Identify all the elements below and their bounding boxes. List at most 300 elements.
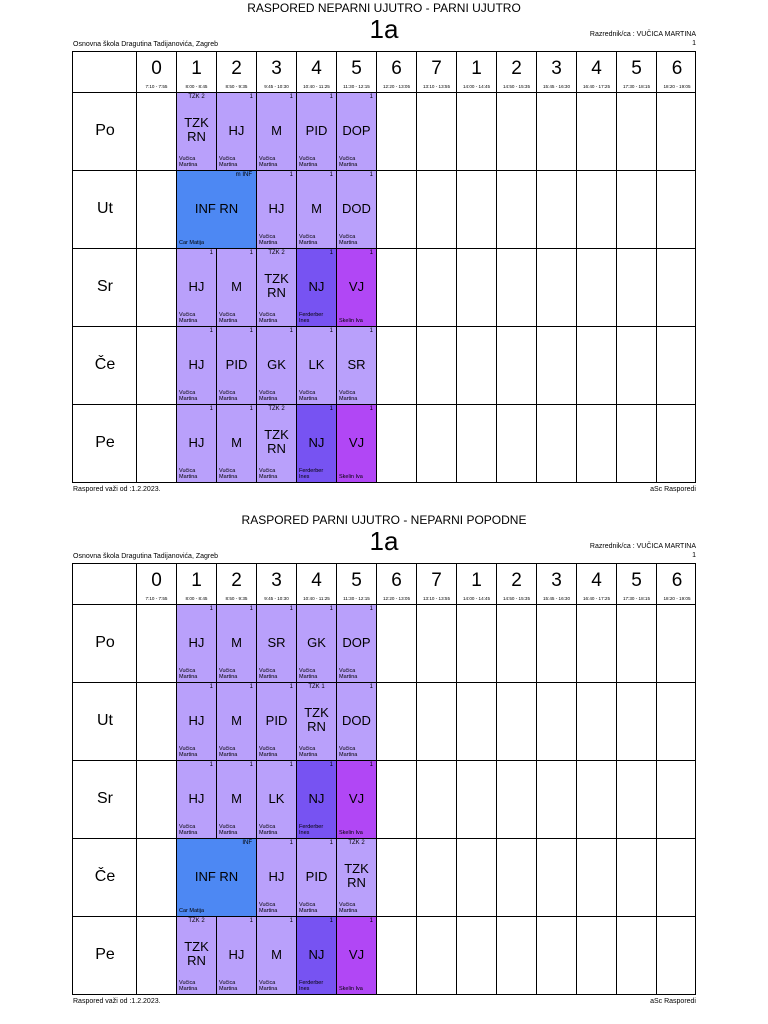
lesson-count: 1 <box>289 328 293 334</box>
lesson-subject: DOD <box>342 201 371 216</box>
period-time: 14:50 - 15:35 <box>502 84 531 89</box>
column-divider <box>416 92 417 482</box>
lesson-teacher: Vučica Martina <box>259 312 278 324</box>
column-divider <box>576 92 577 482</box>
column-divider <box>656 92 657 482</box>
lesson-cell[interactable] <box>296 248 337 327</box>
lesson-group: INF <box>242 840 252 846</box>
lesson-teacher: Vučica Martina <box>299 746 318 758</box>
lesson-cell[interactable] <box>256 170 297 249</box>
lesson-cell[interactable] <box>176 170 257 249</box>
column-divider <box>616 92 617 482</box>
period-number: 7 <box>431 570 442 591</box>
lesson-group: m INF <box>235 172 252 178</box>
lesson-subject: TZK RN <box>344 861 369 890</box>
period-time: 14:00 - 14:45 <box>462 84 491 89</box>
period-header <box>577 52 617 92</box>
lesson-subject: PID <box>305 123 328 138</box>
lesson-subject: TZK RN <box>184 115 209 144</box>
lesson-teacher: Vučica Martina <box>219 390 238 402</box>
lesson-cell[interactable] <box>216 92 257 171</box>
period-time: 13:10 - 13:55 <box>422 84 451 89</box>
lesson-teacher: Vučica Martina <box>179 156 198 168</box>
period-time: 16:40 - 17:25 <box>582 84 611 89</box>
lesson-teacher: Vučica Martina <box>259 824 278 836</box>
column-divider <box>416 604 417 994</box>
day-label: Po <box>95 634 115 651</box>
lesson-subject: SR <box>347 357 366 372</box>
period-time: 9:45 - 10:30 <box>264 84 289 89</box>
school-name: Osnovna škola Dragutina Tadijanovića, Zagreb <box>73 41 219 48</box>
lesson-teacher: Ferderber Ines <box>299 468 324 480</box>
lesson-group: TZK 2 <box>268 406 285 412</box>
lesson-teacher: Skelin Iva <box>339 830 363 836</box>
lesson-count: 1 <box>209 606 213 612</box>
day-label: Sr <box>97 278 113 295</box>
lesson-count: 1 <box>329 250 333 256</box>
lesson-subject: DOD <box>342 713 371 728</box>
period-header <box>497 564 537 604</box>
period-header <box>297 564 337 604</box>
period-time: 17:30 - 18:15 <box>622 84 651 89</box>
lesson-subject: M <box>231 635 242 650</box>
lesson-subject: HJ <box>268 869 285 884</box>
lesson-cell[interactable] <box>256 404 297 483</box>
lesson-teacher: Vučica Martina <box>299 668 318 680</box>
row-divider <box>73 248 695 249</box>
lesson-cell[interactable] <box>336 682 377 761</box>
lesson-teacher: Vučica Martina <box>259 980 278 992</box>
lesson-subject: HJ <box>188 279 205 294</box>
period-header <box>217 564 257 604</box>
lesson-cell[interactable] <box>176 92 217 171</box>
class-name: 1a <box>369 526 399 556</box>
lesson-subject: INF RN <box>194 869 239 884</box>
lesson-cell[interactable] <box>296 92 337 171</box>
lesson-cell[interactable] <box>296 404 337 483</box>
lesson-teacher: Vučica Martina <box>339 390 358 402</box>
period-time: 9:45 - 10:30 <box>264 596 289 601</box>
schedule-block <box>0 512 768 1024</box>
timetable-grid <box>72 51 696 483</box>
lesson-cell[interactable] <box>296 604 337 683</box>
lesson-cell[interactable] <box>256 248 297 327</box>
lesson-count: 1 <box>209 250 213 256</box>
lesson-count: 1 <box>329 328 333 334</box>
lesson-teacher: Vučica Martina <box>259 468 278 480</box>
class-name: 1a <box>369 14 399 44</box>
row-divider <box>73 326 695 327</box>
lesson-cell[interactable] <box>336 404 377 483</box>
lesson-cell[interactable] <box>216 916 257 995</box>
lesson-subject: HJ <box>188 635 205 650</box>
lesson-count: 1 <box>289 172 293 178</box>
column-divider <box>456 604 457 994</box>
timetable-grid <box>72 563 696 995</box>
lesson-subject: M <box>271 123 282 138</box>
lesson-teacher: Vučica Martina <box>339 902 358 914</box>
lesson-teacher: Skelin Iva <box>339 474 363 480</box>
lesson-count: 1 <box>289 840 293 846</box>
day-label: Če <box>94 356 116 373</box>
period-number: 3 <box>271 570 282 591</box>
lesson-cell[interactable] <box>336 170 377 249</box>
lesson-teacher: Vučica Martina <box>299 156 318 168</box>
lesson-subject: TZK RN <box>264 271 289 300</box>
lesson-count: 1 <box>329 406 333 412</box>
period-header <box>417 564 457 604</box>
lesson-cell[interactable] <box>256 92 297 171</box>
lesson-count: 1 <box>369 406 373 412</box>
period-header <box>537 52 577 92</box>
period-time: 14:00 - 14:45 <box>462 596 491 601</box>
page-number: 1 <box>692 552 696 559</box>
column-divider <box>496 92 497 482</box>
period-header <box>137 52 177 92</box>
class-teacher: Razrednik/ca : VUČICA MARTINA <box>589 31 696 38</box>
lesson-subject: HJ <box>268 201 285 216</box>
period-time: 12:20 - 13:05 <box>382 84 411 89</box>
lesson-cell[interactable] <box>336 916 377 995</box>
period-header <box>217 52 257 92</box>
brand-label: aSc Rasporedi <box>650 998 696 1005</box>
period-header <box>537 564 577 604</box>
schedule-title: RASPORED NEPARNI UJUTRO - PARNI UJUTRO <box>247 1 521 15</box>
day-label: Sr <box>97 790 113 807</box>
lesson-subject: TZK RN <box>184 939 209 968</box>
lesson-subject: TZK RN <box>304 705 329 734</box>
period-time: 14:50 - 15:35 <box>502 596 531 601</box>
column-divider <box>536 604 537 994</box>
column-divider <box>616 604 617 994</box>
lesson-count: 1 <box>369 606 373 612</box>
lesson-teacher: Car Matija <box>179 240 205 246</box>
period-header <box>457 52 497 92</box>
lesson-count: 1 <box>369 918 373 924</box>
lesson-subject: HJ <box>188 713 205 728</box>
period-number: 4 <box>591 58 602 79</box>
lesson-teacher: Vučica Martina <box>179 390 198 402</box>
day-label: Pe <box>95 434 115 451</box>
lesson-subject: DOP <box>342 123 371 138</box>
lesson-teacher: Vučica Martina <box>259 234 278 246</box>
lesson-subject: NJ <box>308 279 325 294</box>
day-label: Ut <box>97 712 113 729</box>
valid-from: Raspored važi od :1.2.2023. <box>73 486 161 493</box>
period-number: 3 <box>551 58 562 79</box>
period-header <box>457 564 497 604</box>
lesson-subject: NJ <box>308 435 325 450</box>
column-divider <box>496 604 497 994</box>
period-time: 18:20 - 19:05 <box>663 84 691 89</box>
lesson-cell[interactable] <box>336 760 377 839</box>
period-number: 1 <box>191 570 202 591</box>
brand-label: aSc Rasporedi <box>650 486 696 493</box>
lesson-cell[interactable] <box>176 326 217 405</box>
lesson-count: 1 <box>249 684 253 690</box>
period-number: 4 <box>591 570 602 591</box>
period-time: 7:10 - 7:55 <box>145 596 168 601</box>
period-time: 17:30 - 18:15 <box>622 596 651 601</box>
page-number: 1 <box>692 40 696 47</box>
lesson-cell[interactable] <box>176 404 217 483</box>
lesson-cell[interactable] <box>216 604 257 683</box>
lesson-teacher: Vučica Martina <box>179 312 198 324</box>
lesson-count: 1 <box>289 762 293 768</box>
period-header <box>377 52 417 92</box>
lesson-subject: LK <box>308 357 325 372</box>
schedule-title: RASPORED PARNI UJUTRO - NEPARNI POPODNE <box>241 513 527 527</box>
period-header <box>657 52 697 92</box>
lesson-teacher: Vučica Martina <box>179 746 198 758</box>
lesson-subject: PID <box>305 869 328 884</box>
lesson-teacher: Vučica Martina <box>259 902 278 914</box>
valid-from: Raspored važi od :1.2.2023. <box>73 998 161 1005</box>
school-name: Osnovna škola Dragutina Tadijanovića, Zagreb <box>73 553 219 560</box>
row-divider <box>73 916 695 917</box>
lesson-subject: TZK RN <box>264 427 289 456</box>
lesson-count: 1 <box>369 250 373 256</box>
lesson-teacher: Vučica Martina <box>179 824 198 836</box>
period-number: 5 <box>351 58 362 79</box>
day-label: Pe <box>95 946 115 963</box>
lesson-subject: PID <box>225 357 248 372</box>
lesson-count: 1 <box>369 94 373 100</box>
day-label: Ut <box>97 200 113 217</box>
lesson-count: 1 <box>329 840 333 846</box>
lesson-cell[interactable] <box>256 682 297 761</box>
lesson-teacher: Vučica Martina <box>339 668 358 680</box>
lesson-teacher: Vučica Martina <box>339 234 358 246</box>
corner-cell <box>73 564 137 604</box>
lesson-count: 1 <box>369 328 373 334</box>
period-header <box>337 564 377 604</box>
period-number: 3 <box>551 570 562 591</box>
lesson-count: 1 <box>249 94 253 100</box>
period-time: 16:40 - 17:25 <box>582 596 611 601</box>
lesson-count: 1 <box>329 762 333 768</box>
column-divider <box>576 604 577 994</box>
lesson-teacher: Vučica Martina <box>219 746 238 758</box>
period-number: 2 <box>231 570 242 591</box>
lesson-teacher: Vučica Martina <box>179 668 198 680</box>
period-time: 11:30 - 12:15 <box>343 84 370 89</box>
lesson-teacher: Vučica Martina <box>259 746 278 758</box>
lesson-subject: M <box>231 279 242 294</box>
lesson-subject: VJ <box>348 435 365 450</box>
lesson-subject: VJ <box>348 279 365 294</box>
lesson-subject: PID <box>265 713 288 728</box>
period-number: 6 <box>671 570 683 591</box>
lesson-teacher: Vučica Martina <box>219 668 238 680</box>
period-number: 2 <box>231 58 242 79</box>
row-divider <box>73 604 695 605</box>
lesson-cell[interactable] <box>176 682 217 761</box>
period-header <box>257 52 297 92</box>
lesson-teacher: Vučica Martina <box>179 980 198 992</box>
lesson-count: 1 <box>369 172 373 178</box>
period-header <box>497 52 537 92</box>
period-time: 8:00 - 8:45 <box>185 596 208 601</box>
lesson-cell[interactable] <box>336 92 377 171</box>
period-header <box>297 52 337 92</box>
lesson-count: 1 <box>209 684 213 690</box>
period-header <box>137 564 177 604</box>
lesson-subject: NJ <box>308 947 325 962</box>
lesson-teacher: Vučica Martina <box>339 746 358 758</box>
lesson-cell[interactable] <box>336 326 377 405</box>
lesson-count: 1 <box>329 918 333 924</box>
lesson-cell[interactable] <box>336 838 377 917</box>
lesson-count: 1 <box>289 684 293 690</box>
lesson-count: 1 <box>249 606 253 612</box>
lesson-subject: HJ <box>188 791 205 806</box>
lesson-subject: VJ <box>348 947 365 962</box>
lesson-teacher: Vučica Martina <box>259 390 278 402</box>
row-divider <box>73 682 695 683</box>
row-divider <box>73 838 695 839</box>
lesson-count: 1 <box>369 684 373 690</box>
period-number: 6 <box>391 58 402 79</box>
lesson-cell[interactable] <box>296 326 337 405</box>
lesson-cell[interactable] <box>216 682 257 761</box>
lesson-teacher: Vučica Martina <box>299 234 318 246</box>
lesson-cell[interactable] <box>296 760 337 839</box>
period-time: 10:40 - 11:25 <box>303 84 330 89</box>
lesson-cell[interactable] <box>296 838 337 917</box>
period-number: 4 <box>311 570 322 591</box>
lesson-subject: HJ <box>228 123 245 138</box>
lesson-cell[interactable] <box>256 604 297 683</box>
lesson-cell[interactable] <box>216 248 257 327</box>
lesson-group: TZK 2 <box>188 94 205 100</box>
column-divider <box>456 92 457 482</box>
lesson-teacher: Vučica Martina <box>219 468 238 480</box>
period-number: 5 <box>631 570 642 591</box>
period-time: 7:10 - 7:55 <box>145 84 168 89</box>
day-label: Po <box>95 122 115 139</box>
lesson-cell[interactable] <box>256 760 297 839</box>
lesson-cell[interactable] <box>336 604 377 683</box>
period-number: 7 <box>431 58 442 79</box>
lesson-count: 1 <box>249 762 253 768</box>
lesson-subject: M <box>231 713 242 728</box>
period-number: 0 <box>151 58 162 79</box>
period-number: 4 <box>311 58 322 79</box>
period-header <box>177 52 217 92</box>
lesson-count: 1 <box>249 328 253 334</box>
lesson-cell[interactable] <box>176 604 217 683</box>
period-number: 1 <box>471 570 482 591</box>
period-number: 1 <box>191 58 202 79</box>
lesson-count: 1 <box>289 918 293 924</box>
lesson-group: TZK 1 <box>308 684 325 690</box>
lesson-cell[interactable] <box>216 404 257 483</box>
corner-cell <box>73 52 137 92</box>
lesson-cell[interactable] <box>336 248 377 327</box>
lesson-cell[interactable] <box>296 682 337 761</box>
period-header <box>337 52 377 92</box>
lesson-teacher: Skelin Iva <box>339 318 363 324</box>
lesson-subject: M <box>231 791 242 806</box>
period-time: 10:40 - 11:25 <box>303 596 330 601</box>
period-number: 6 <box>671 58 683 79</box>
lesson-cell[interactable] <box>176 760 217 839</box>
lesson-subject: M <box>231 435 242 450</box>
lesson-subject: GK <box>267 357 286 372</box>
row-divider <box>73 760 695 761</box>
period-time: 12:20 - 13:05 <box>382 596 411 601</box>
lesson-cell[interactable] <box>256 916 297 995</box>
row-divider <box>73 170 695 171</box>
lesson-subject: M <box>271 947 282 962</box>
lesson-count: 1 <box>289 94 293 100</box>
row-divider <box>73 92 695 93</box>
lesson-teacher: Ferderber Ines <box>299 980 324 992</box>
lesson-subject: VJ <box>348 791 365 806</box>
period-time: 8:50 - 9:35 <box>225 84 248 89</box>
lesson-cell[interactable] <box>216 760 257 839</box>
lesson-count: 1 <box>249 918 253 924</box>
period-time: 15:45 - 16:30 <box>542 84 571 89</box>
period-time: 11:30 - 12:15 <box>343 596 370 601</box>
lesson-cell[interactable] <box>176 248 217 327</box>
period-time: 8:00 - 8:45 <box>185 84 208 89</box>
lesson-group: TZK 2 <box>348 840 365 846</box>
column-divider <box>536 92 537 482</box>
lesson-cell[interactable] <box>256 326 297 405</box>
period-time: 15:45 - 16:30 <box>542 596 571 601</box>
lesson-cell[interactable] <box>176 838 257 917</box>
day-label: Če <box>94 868 116 885</box>
lesson-teacher: Vučica Martina <box>179 468 198 480</box>
period-number: 6 <box>391 570 402 591</box>
period-number: 5 <box>351 570 362 591</box>
lesson-subject: HJ <box>228 947 245 962</box>
lesson-subject: NJ <box>308 791 325 806</box>
lesson-count: 1 <box>209 762 213 768</box>
lesson-teacher: Car Matija <box>179 908 205 914</box>
period-number: 2 <box>511 570 522 591</box>
lesson-group: TZK 2 <box>268 250 285 256</box>
lesson-cell[interactable] <box>176 916 217 995</box>
lesson-subject: LK <box>268 791 285 806</box>
lesson-count: 1 <box>329 94 333 100</box>
period-time: 18:20 - 19:05 <box>663 596 691 601</box>
column-divider <box>656 604 657 994</box>
lesson-subject: SR <box>267 635 286 650</box>
lesson-subject: INF RN <box>194 201 239 216</box>
lesson-cell[interactable] <box>296 916 337 995</box>
lesson-teacher: Vučica Martina <box>339 156 358 168</box>
lesson-count: 1 <box>329 172 333 178</box>
period-number: 1 <box>471 58 482 79</box>
lesson-subject: HJ <box>188 357 205 372</box>
lesson-teacher: Vučica Martina <box>299 902 318 914</box>
lesson-teacher: Vučica Martina <box>259 668 278 680</box>
period-number: 2 <box>511 58 522 79</box>
period-header <box>577 564 617 604</box>
lesson-cell[interactable] <box>296 170 337 249</box>
lesson-count: 1 <box>209 328 213 334</box>
lesson-cell[interactable] <box>256 838 297 917</box>
period-number: 5 <box>631 58 642 79</box>
lesson-subject: DOP <box>342 635 371 650</box>
lesson-cell[interactable] <box>216 326 257 405</box>
period-number: 3 <box>271 58 282 79</box>
lesson-teacher: Vučica Martina <box>259 156 278 168</box>
lesson-teacher: Vučica Martina <box>219 156 238 168</box>
